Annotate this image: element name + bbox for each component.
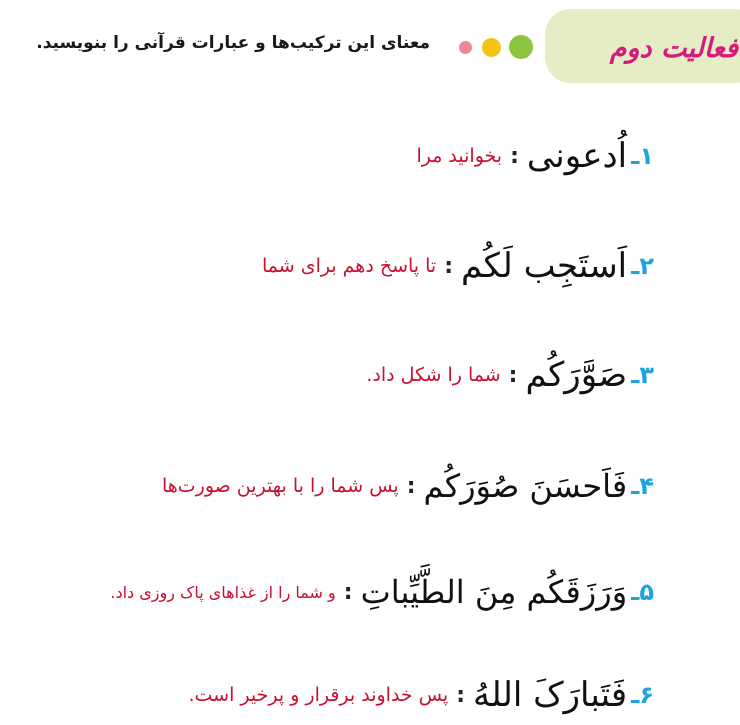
meaning-answer: تا پاسخ دهم برای شما <box>261 255 437 277</box>
list-item <box>162 456 654 516</box>
list-item <box>188 665 654 725</box>
colon-separator: : <box>508 362 518 388</box>
instruction-text: معنای این ترکیب‌ها و عبارات قرآنی را بنویسید. <box>36 33 430 53</box>
meaning-answer: بخوانید مرا <box>416 145 503 167</box>
activity-title: فعالیت دوم <box>609 33 738 64</box>
item-number: ۵ـ <box>631 578 654 606</box>
activity-title-badge <box>545 9 740 83</box>
list-item <box>416 126 654 186</box>
meaning-answer: پس شما را با بهترین صورت‌ها <box>161 475 399 497</box>
item-number: ۱ـ <box>631 142 654 170</box>
yellow-dot-icon <box>482 38 501 57</box>
item-number: ۳ـ <box>631 361 654 389</box>
item-number: ۴ـ <box>631 472 654 500</box>
arabic-phrase: صَوَّرَکُم <box>525 355 628 395</box>
colon-separator: : <box>406 473 416 499</box>
list-item <box>366 345 654 405</box>
item-number: ۶ـ <box>631 681 654 709</box>
list-item <box>262 236 654 296</box>
arabic-phrase: اَستَجِب لَکُم <box>461 246 628 286</box>
meaning-answer: شما را شکل داد. <box>366 364 501 386</box>
green-dot-icon <box>509 35 533 59</box>
colon-separator: : <box>444 253 454 279</box>
list-item <box>110 562 654 622</box>
arabic-phrase: وَرَزَقَکُم مِنَ الطَّیِّباتِ <box>360 573 628 611</box>
arabic-phrase: فَتَبارَکَ اللهُ <box>473 675 628 715</box>
item-number: ۲ـ <box>631 252 654 280</box>
pink-dot-icon <box>459 41 472 54</box>
meaning-answer: پس خداوند برقرار و پرخیر است. <box>188 684 449 706</box>
arabic-phrase: فَاَحسَنَ صُوَرَکُم <box>423 467 628 505</box>
colon-separator: : <box>456 682 466 708</box>
colon-separator: : <box>510 143 519 169</box>
arabic-phrase: اُدعونی <box>526 136 628 176</box>
meaning-answer: و شما را از غذاهای پاک روزی داد. <box>110 582 336 602</box>
colon-separator: : <box>343 579 353 605</box>
